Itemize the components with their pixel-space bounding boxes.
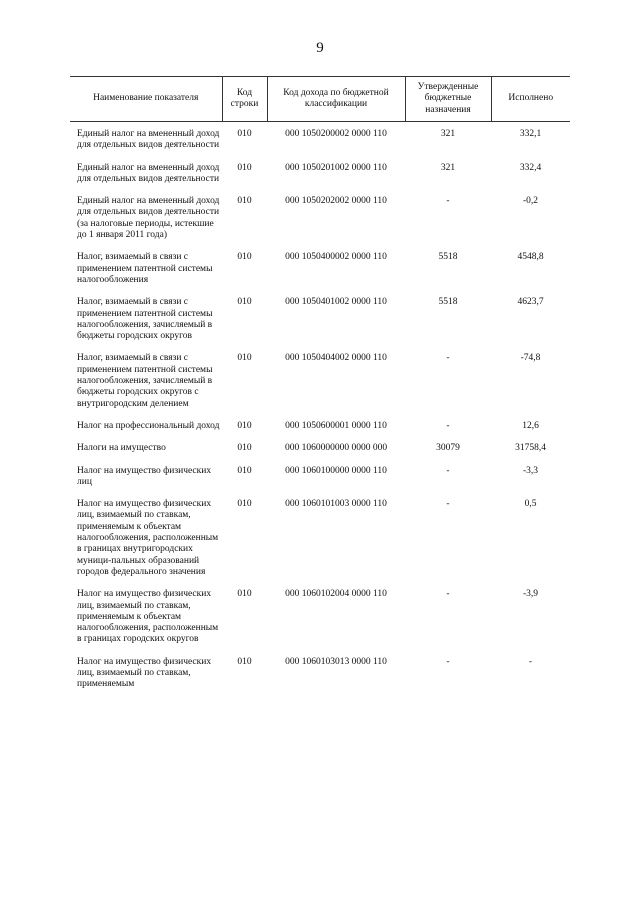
header-income-code: Код дохода по бюджетной классификации: [267, 77, 405, 122]
row-line-code: 010: [237, 162, 252, 173]
row-executed: -3,3: [522, 465, 539, 476]
row-approved: 30079: [436, 443, 460, 454]
table-row: [70, 297, 570, 353]
row-line-code: 010: [237, 420, 252, 431]
row-executed: 4548,8: [517, 252, 544, 263]
row-name: Налог на имущество физических лиц, взимаемый по ставкам, применяемым к объектам налогообложения, расположенным в границах внутригородских муници-пальных образований городов федерального значения: [77, 499, 219, 577]
row-approved: 321: [440, 162, 456, 173]
row-income-code: 000 1060100000 0000 110: [285, 465, 387, 476]
row-name: Налог на имущество физических лиц, взимаемый по ставкам, применяемым к объектам налогообложения, расположенным в границах городских округов: [77, 589, 219, 645]
table-row: [70, 353, 570, 420]
row-income-code: 000 1060103013 0000 110: [285, 656, 387, 667]
row-income-code: 000 1060102004 0000 110: [285, 589, 387, 600]
row-income-code: 000 1060000000 0000 000: [284, 443, 388, 454]
row-executed: 0,5: [524, 499, 537, 510]
row-income-code: 000 1050200002 0000 110: [285, 129, 387, 139]
row-executed: -0,2: [522, 196, 539, 207]
row-line-code: 010: [237, 656, 252, 667]
table-row: [70, 163, 570, 197]
table-row: [70, 421, 570, 443]
row-line-code: 010: [237, 499, 252, 510]
budget-execution-table: [70, 76, 570, 702]
header-executed: Исполнено: [491, 77, 570, 122]
row-name: Единый налог на вмененный доход для отдельных видов деятельности: [77, 129, 220, 151]
row-name: Налоги на имущество: [77, 443, 166, 454]
row-name: Единый налог на вмененный доход для отдельных видов деятельности (за налоговые периоды, истекшие до 1 января 2011 года): [77, 196, 220, 241]
table-header-row: [70, 77, 570, 122]
row-name: Налог, взимаемый в связи с применением патентной системы налогообложения, зачисляемый в бюджеты городских округов: [77, 297, 213, 342]
row-approved: -: [446, 196, 450, 207]
row-approved: -: [446, 499, 450, 510]
row-line-code: 010: [237, 129, 252, 139]
row-approved: 321: [440, 129, 456, 139]
row-line-code: 010: [237, 443, 252, 454]
row-executed: -3,9: [522, 589, 539, 600]
row-line-code: 010: [237, 465, 252, 476]
row-line-code: 010: [237, 589, 252, 600]
row-approved: -: [446, 589, 450, 600]
row-income-code: 000 1050201002 0000 110: [285, 162, 387, 173]
row-approved: 5518: [438, 252, 458, 263]
row-income-code: 000 1050202002 0000 110: [285, 196, 387, 207]
row-name: Налог на профессиональный доход: [77, 420, 220, 431]
row-name: Налог на имущество физических лиц, взимаемый по ставкам, применяемым: [77, 656, 212, 690]
header-name: Наименование показателя: [70, 77, 222, 122]
row-approved: -: [446, 420, 450, 431]
row-income-code: 000 1050600001 0000 110: [285, 420, 387, 431]
table-row: [70, 196, 570, 252]
header-approved: Утвержденные бюджетные назначения: [405, 77, 491, 122]
row-line-code: 010: [237, 353, 252, 364]
page-number: 9: [316, 40, 324, 56]
row-approved: -: [446, 465, 450, 476]
row-executed: 31758,4: [515, 443, 546, 454]
row-executed: 332,1: [519, 129, 542, 139]
row-executed: -74,8: [520, 353, 541, 364]
row-approved: -: [446, 353, 450, 364]
row-income-code: 000 1050400002 0000 110: [285, 252, 387, 263]
table-row: [70, 499, 570, 589]
table-row: [70, 657, 570, 702]
header-line-code: Код строки: [222, 77, 267, 122]
row-line-code: 010: [237, 297, 252, 308]
row-line-code: 010: [237, 196, 252, 207]
row-executed: 332,4: [519, 162, 542, 173]
table-row: [70, 122, 570, 163]
table-row: [70, 466, 570, 500]
table-row: [70, 252, 570, 297]
table-row: [70, 443, 570, 465]
row-executed: 4623,7: [517, 297, 544, 308]
row-income-code: 000 1050404002 0000 110: [285, 353, 387, 364]
row-approved: -: [446, 656, 450, 667]
row-name: Налог, взимаемый в связи с применением патентной системы налогообложения, зачисляемый в бюджеты городских округов с внутригородским делением: [77, 353, 213, 409]
row-approved: 5518: [438, 297, 458, 308]
row-executed: -: [528, 656, 533, 667]
table-row: [70, 589, 570, 656]
row-executed: 12,6: [522, 420, 539, 431]
row-income-code: 000 1050401002 0000 110: [285, 297, 387, 308]
row-line-code: 010: [237, 252, 252, 263]
row-name: Налог на имущество физических лиц: [77, 465, 212, 487]
row-name: Налог, взимаемый в связи с применением патентной системы налогообложения: [77, 252, 213, 285]
row-name: Единый налог на вмененный доход для отдельных видов деятельности: [77, 162, 220, 184]
row-income-code: 000 1060101003 0000 110: [285, 499, 387, 510]
